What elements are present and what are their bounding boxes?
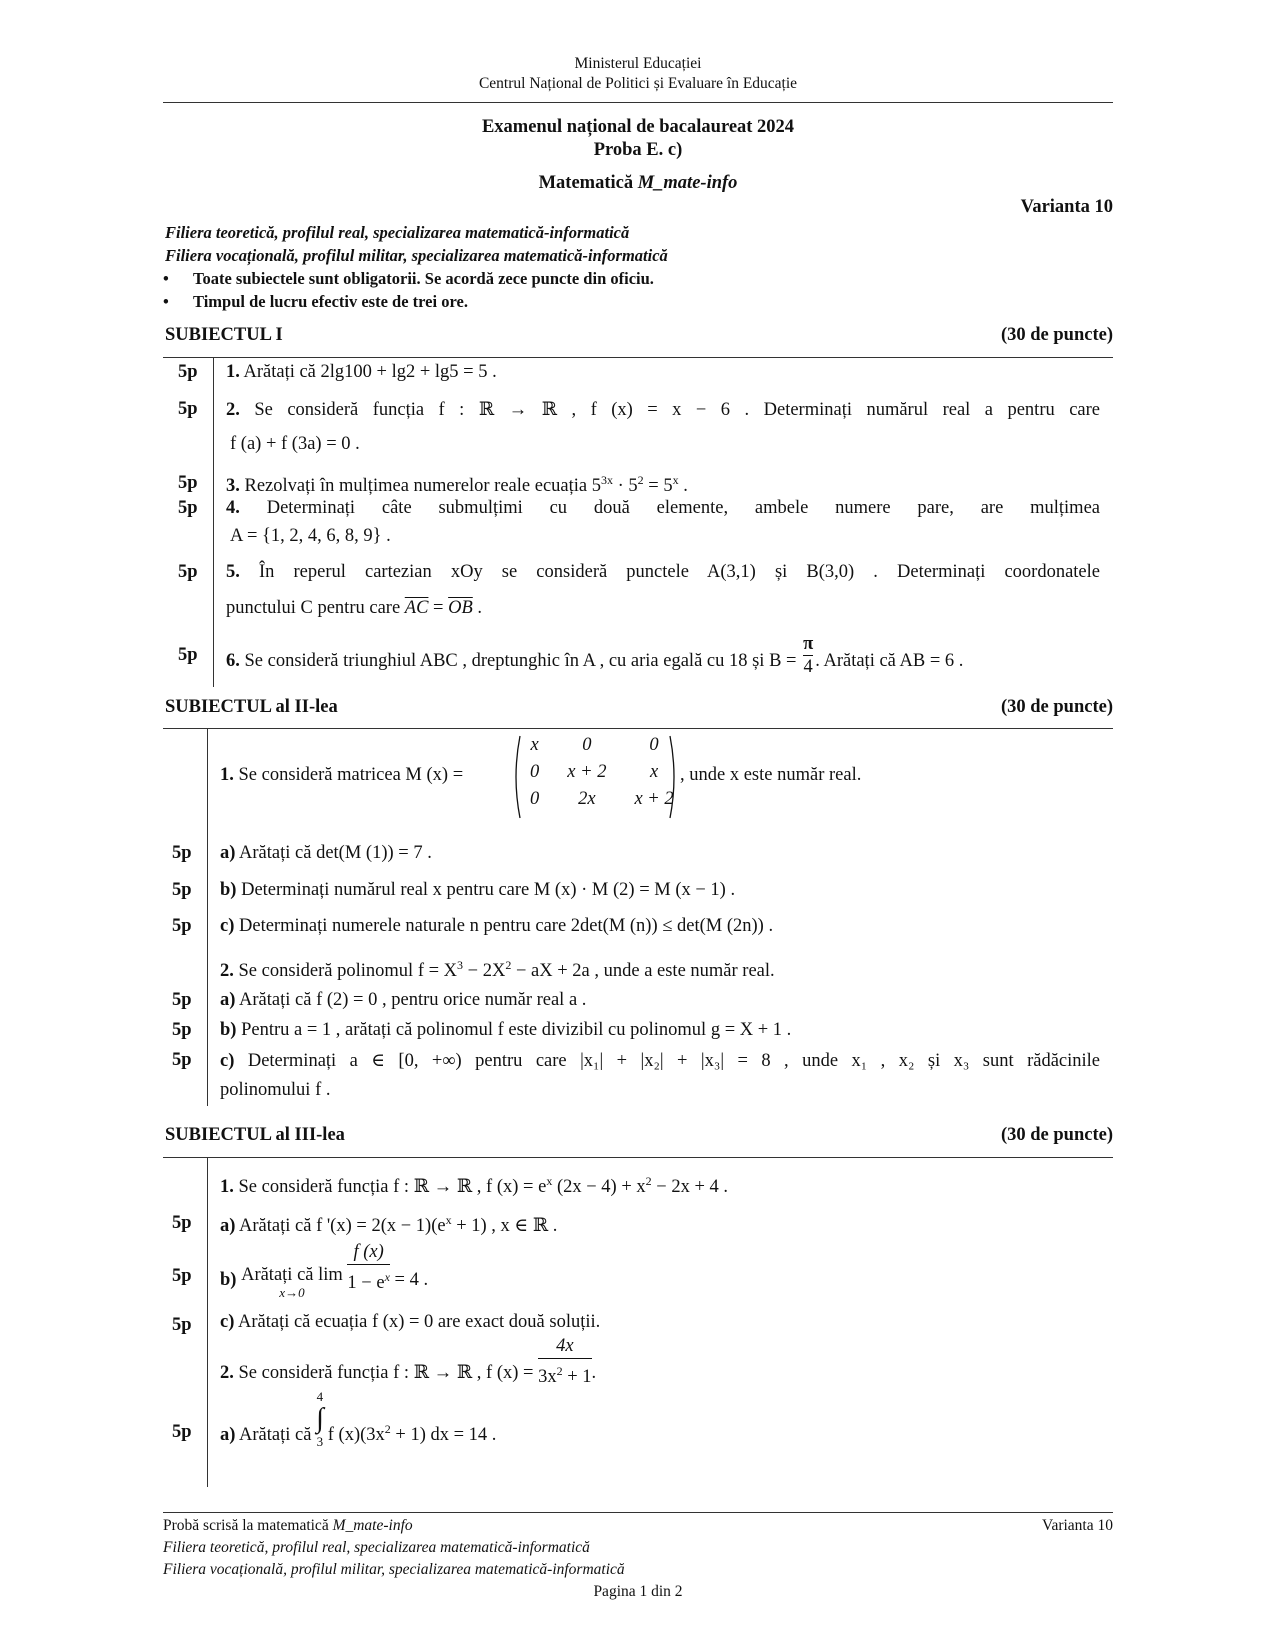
section-3-points: (30 de puncte): [1000, 1125, 1113, 1145]
s3-p2-num: 2.: [220, 1362, 234, 1383]
s3-a1-text: Arătați că f '(x) = 2(x − 1)(e: [239, 1216, 446, 1237]
s2-b1-text: Determinați numărul real x pentru care M (x) · M (2) = M (x − 1) .: [241, 880, 736, 900]
s2-c2: [220, 1050, 1100, 1072]
s3-p1-post: (2x − 4) + x: [552, 1177, 646, 1198]
section-2-points: (30 de puncte): [1000, 697, 1113, 717]
s2-c1-text: Determinați numerele naturale n pentru care 2det(M (n)) ≤ det(M (2n)) .: [239, 916, 774, 936]
score-s2-a2: 5p: [172, 990, 192, 1010]
header-rule: [163, 102, 1113, 103]
ministry-name: Ministerul Educației: [574, 55, 702, 72]
p2-frac-num: 4x: [538, 1334, 591, 1359]
s1-q2: [226, 399, 1100, 421]
s2-p2-post: − aX + 2a , unde a este număr real.: [511, 961, 775, 982]
s1-q4-num: 4.: [226, 498, 240, 518]
s1-q5-text-b: [226, 598, 482, 619]
section-2-title: SUBIECTUL al II-lea: [165, 697, 338, 717]
s2-c2-text-b: polinomului f .: [220, 1080, 331, 1100]
matrix-cell: 0: [582, 735, 592, 755]
limit-operator: [241, 1266, 343, 1302]
s2-a1-text: Arătați că det(M (1)) = 7 .: [239, 843, 432, 863]
s1-q6-post: . Arătați că AB = 6 .: [815, 650, 964, 671]
s1-q4-text-b: A = {1, 2, 4, 6, 8, 9} .: [230, 526, 391, 546]
s2-p2-pre: Se consideră polinomul f = X: [238, 961, 458, 982]
s2-p2-mid: − 2X: [463, 961, 506, 982]
s2-b1: [220, 880, 735, 901]
s2-c2-label: c): [220, 1051, 235, 1071]
limit-den-exp: x: [384, 1270, 390, 1284]
score-s2-a1: 5p: [172, 843, 192, 863]
matrix-cell: x: [530, 735, 539, 755]
s2-b2-text: Pentru a = 1 , arătați că polinomul f este divizibil cu polinomul g = X + 1 .: [241, 1020, 792, 1040]
s2-b1-label: b): [220, 880, 237, 900]
s3-p1-end: − 2x + 4 .: [651, 1177, 729, 1198]
s1-q2-text-b: f (a) + f (3a) = 0 .: [230, 434, 360, 454]
s3-b1: [220, 1242, 429, 1302]
score-s3-a1: 5p: [172, 1213, 192, 1233]
s1-q6: [226, 634, 964, 678]
s1-q5: [226, 562, 1100, 583]
score-s1-q1: 5p: [178, 362, 198, 382]
s2-a2: [220, 990, 586, 1011]
exam-title: Examenul național de bacalaureat 2024: [481, 117, 795, 137]
fraction-pi-over-4: [803, 633, 813, 678]
s2-p1-post: , unde x este număr real.: [680, 765, 862, 785]
score-s1-q5: 5p: [178, 562, 198, 582]
matrix-row: [516, 786, 688, 813]
section-1-margin-line: [213, 357, 214, 687]
s1-q1: [226, 362, 497, 383]
s3-p2-end: .: [591, 1362, 597, 1383]
s3-a1: [220, 1213, 557, 1237]
filiera-2: Filiera vocațională, profilul militar, specializarea matematică-informatică: [165, 246, 668, 265]
s2-p2-num: 2.: [220, 961, 234, 982]
limit-sub: x→0: [279, 1285, 305, 1300]
s1-q5-pre: punctului C pentru care: [226, 598, 405, 618]
subject-title: [163, 173, 1113, 194]
s2-p2-exp2: 2: [505, 958, 512, 972]
s2-p2: [220, 958, 775, 982]
score-s2-b1: 5p: [172, 880, 192, 900]
s3-a1-label: a): [220, 1216, 236, 1237]
s3-a1-exp: x: [445, 1213, 452, 1227]
center-name: Centrul Național de Politici și Evaluare în Educație: [478, 75, 798, 92]
s2-a2-label: a): [220, 990, 236, 1010]
matrix-cell: 0: [530, 762, 540, 782]
bullet-glyph: •: [163, 292, 169, 311]
limit-fraction: [347, 1240, 389, 1295]
score-s1-q6: 5p: [178, 645, 198, 665]
s1-q3-exp1: 3x: [601, 473, 613, 487]
p2-frac-den: 3x: [538, 1367, 557, 1388]
integral-upper: 4: [316, 1388, 324, 1404]
bullet-2-text: Timpul de lucru efectiv este de trei ore.: [193, 292, 468, 311]
s1-q5-num: 5.: [226, 562, 240, 582]
bullet-glyph: •: [163, 269, 169, 288]
section-3-rule: [163, 1157, 1113, 1158]
matrix-cell: 0: [530, 789, 540, 809]
s2-a1-label: a): [220, 843, 236, 863]
s2-b2-label: b): [220, 1020, 237, 1040]
s3-p2-pre: Se consideră funcția f : ℝ → ℝ , f (x) =: [238, 1362, 539, 1383]
subject-name: M_mate-info: [637, 173, 738, 193]
limit-num: f (x): [347, 1240, 389, 1265]
s1-q3-num: 3.: [226, 476, 240, 497]
s1-q1-num: 1.: [226, 362, 240, 382]
page-number: Pagina 1 din 2: [593, 1583, 683, 1600]
s2-c1-label: c): [220, 916, 235, 936]
footer-line-1: [163, 1517, 413, 1535]
integral-lower: 3: [316, 1433, 324, 1449]
filiera-1: Filiera teoretică, profilul real, specializarea matematică-informatică: [165, 223, 630, 242]
s3-a2: [220, 1388, 497, 1449]
score-s2-b2: 5p: [172, 1020, 192, 1040]
s1-q5-eq: =: [428, 598, 449, 618]
matrix-m-x: [510, 732, 682, 813]
limit-text: Arătați că lim: [241, 1265, 343, 1285]
s3-b1-post: = 4 .: [389, 1269, 429, 1290]
matrix-row: [516, 732, 688, 759]
s2-a1: [220, 843, 432, 864]
s1-q2-text-a: Se consideră funcția f : ℝ → ℝ , f (x) = x − 6 . Determinați numărul real a pentru care: [254, 400, 1101, 420]
section-1-rule: [163, 357, 1113, 358]
s1-q3-text: Rezolvați în mulțimea numerelor reale ecuația 5: [244, 476, 601, 497]
s1-q4-text-a: Determinați câte submulțimi cu două elemente, ambele numere pare, are mulțimea: [266, 498, 1100, 518]
s3-p1-exp: x: [546, 1174, 553, 1188]
footer-line-3: Filiera vocațională, profilul militar, specializarea matematică-informatică: [163, 1561, 625, 1578]
score-s1-q3: 5p: [178, 473, 198, 493]
s3-a2-body: f (x)(3x: [327, 1425, 385, 1446]
s3-a2-label: a): [220, 1425, 236, 1446]
subject-prefix: Matematică: [538, 173, 634, 193]
p2-fraction: [538, 1334, 591, 1389]
score-s3-b1: 5p: [172, 1266, 192, 1286]
s1-q3-end: .: [678, 476, 688, 497]
matrix-cell: x + 2: [567, 762, 607, 782]
s1-q5-text-a: În reperul cartezian xOy se consideră punctele A(3,1) și B(3,0) . Determinați coordonatele: [258, 562, 1100, 582]
s2-a2-text: Arătați că f (2) = 0 , pentru orice număr real a .: [239, 990, 587, 1010]
s3-p1: [220, 1174, 728, 1198]
s1-q3-eq: = 5: [643, 476, 673, 497]
footer-varianta: Varianta 10: [1041, 1517, 1113, 1534]
score-s1-q2: 5p: [178, 399, 198, 419]
vector-ac: $\overline{AC}$: [404, 598, 429, 618]
s3-c1-text: Arătați că ecuația f (x) = 0 are exact două soluții.: [237, 1312, 601, 1332]
p2-frac-den-exp: 2: [556, 1364, 563, 1378]
s3-p1-num: 1.: [220, 1177, 234, 1198]
bullet-1: [163, 269, 654, 289]
proba-title: Proba E. c): [593, 140, 683, 160]
s3-a2-end: + 1) dx = 14 .: [390, 1425, 497, 1446]
matrix-cell: x: [649, 762, 659, 782]
s3-p1-text: Se consideră funcția f : ℝ → ℝ , f (x) = e: [238, 1177, 547, 1198]
footer-l1-pre: Probă scrisă la matematică: [163, 1517, 333, 1534]
s2-b2: [220, 1020, 791, 1041]
s3-a2-pre: Arătați că: [239, 1425, 317, 1446]
matrix-table: [516, 732, 688, 813]
footer-l1-name: M_mate-info: [332, 1517, 413, 1534]
fraction-num: π: [803, 634, 814, 654]
footer-line-2: Filiera teoretică, profilul real, specializarea matematică-informatică: [163, 1539, 590, 1556]
section-2-margin-line: [207, 728, 208, 1106]
section-3-title: SUBIECTUL al III-lea: [165, 1125, 345, 1145]
score-s2-c2: 5p: [172, 1050, 192, 1070]
s3-c1-label: c): [220, 1312, 235, 1332]
s2-p1: [220, 765, 463, 786]
section-3-margin-line: [207, 1157, 208, 1487]
s3-b1-label: b): [220, 1269, 237, 1290]
s1-q2-num: 2.: [226, 400, 240, 420]
fraction-den: 4: [803, 657, 813, 677]
s1-q5-end: .: [472, 598, 483, 618]
limit-den: 1 − e: [347, 1273, 385, 1294]
bullet-1-text: Toate subiectele sunt obligatorii. Se acordă zece puncte din oficiu.: [193, 269, 654, 288]
s1-q4: [226, 498, 1100, 519]
matrix-row: [516, 759, 688, 786]
s3-a1-end: + 1) , x ∈ ℝ .: [451, 1216, 558, 1237]
score-s3-a2: 5p: [172, 1422, 192, 1442]
integral-glyph: ∫: [316, 1402, 324, 1434]
s2-p1-num: 1.: [220, 765, 234, 785]
score-s2-c1: 5p: [172, 916, 192, 936]
matrix-cell: 2x: [578, 789, 596, 809]
s2-c2-text-a: Determinați a ∈ [0, +∞) pentru care |x₁| + |x₂| + |x₃| = 8 , unde x₁ , x₂ și x₃ sunt rădăcinile: [247, 1051, 1101, 1071]
s2-c1: [220, 916, 773, 937]
score-s3-c1: 5p: [172, 1315, 192, 1335]
s3-p2: [220, 1336, 597, 1389]
s1-q3-exp2: 2: [637, 473, 644, 487]
s2-p2-exp1: 3: [457, 958, 464, 972]
footer-rule: [163, 1512, 1113, 1513]
matrix-cell: 0: [649, 735, 659, 755]
vector-ob: $\overline{OB}$: [448, 598, 473, 618]
s1-q3: [226, 473, 688, 497]
varianta-label: Varianta 10: [1020, 197, 1113, 217]
integral-sign: [316, 1389, 324, 1449]
s1-q3-mid: · 5: [613, 476, 638, 497]
section-2-rule: [163, 728, 1113, 729]
s3-p1-exp2: 2: [645, 1174, 652, 1188]
s1-q6-pre: Se consideră triunghiul ABC , dreptunghic în A , cu aria egală cu 18 și B =: [244, 650, 802, 671]
matrix-cell: x + 2: [634, 789, 674, 809]
p2-frac-den-end: + 1: [562, 1367, 592, 1388]
s1-q1-text: Arătați că 2lg100 + lg2 + lg5 = 5 .: [243, 362, 497, 382]
s1-q3-exp3: x: [672, 473, 679, 487]
section-1-title: SUBIECTUL I: [165, 325, 283, 345]
s3-c1: [220, 1312, 600, 1333]
s3-a2-exp: 2: [384, 1422, 391, 1436]
section-1-points: (30 de puncte): [1000, 325, 1113, 345]
s1-q6-num: 6.: [226, 650, 240, 671]
score-s1-q4: 5p: [178, 498, 198, 518]
s2-p1-pre: Se consideră matricea M (x) =: [238, 765, 464, 785]
bullet-2: [163, 292, 468, 312]
